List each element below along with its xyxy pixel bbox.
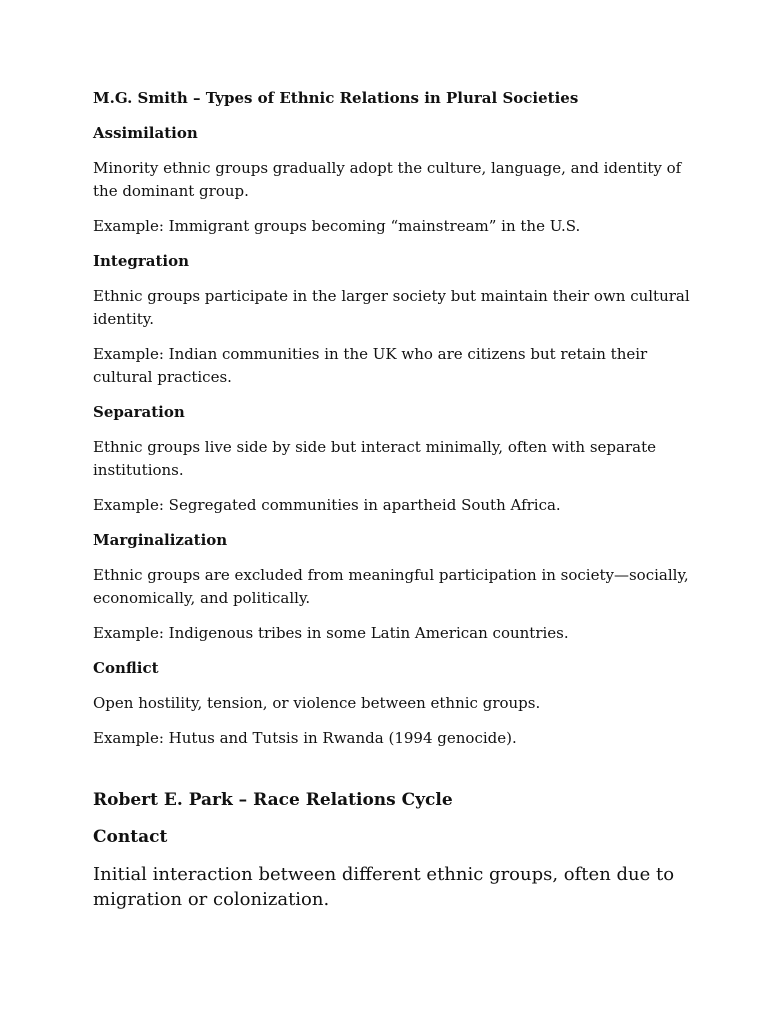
- section-title-smith: M.G. Smith – Types of Ethnic Relations in Plural Societies: [93, 89, 579, 107]
- marginalization-example: Example: Indigenous tribes in some Latin American countries.: [93, 624, 569, 642]
- heading-marginalization: Marginalization: [93, 531, 228, 549]
- heading-assimilation: Assimilation: [93, 124, 198, 142]
- marginalization-description: Ethnic groups are excluded from meaningful participation in society—socially, economically, and politically.: [93, 566, 689, 607]
- document-page: [93, 87, 693, 925]
- heading-conflict: Conflict: [93, 659, 159, 677]
- conflict-example: Example: Hutus and Tutsis in Rwanda (1994 genocide).: [93, 729, 517, 747]
- conflict-description: Open hostility, tension, or violence between ethnic groups.: [93, 694, 541, 712]
- assimilation-description: Minority ethnic groups gradually adopt the culture, language, and identity of the dominant group.: [93, 159, 682, 200]
- smith-section: [93, 87, 693, 750]
- section-title-park: Robert E. Park – Race Relations Cycle: [93, 790, 453, 810]
- heading-integration: Integration: [93, 252, 190, 270]
- separation-example: Example: Segregated communities in apartheid South Africa.: [93, 496, 561, 514]
- contact-description: Initial interaction between different ethnic groups, often due to migration or colonization.: [93, 864, 675, 910]
- separation-description: Ethnic groups live side by side but interact minimally, often with separate institutions.: [93, 438, 656, 479]
- heading-contact: Contact: [93, 827, 168, 847]
- heading-separation: Separation: [93, 403, 185, 421]
- integration-example: Example: Indian communities in the UK who are citizens but retain their cultural practices.: [93, 345, 648, 386]
- assimilation-example: Example: Immigrant groups becoming “mainstream” in the U.S.: [93, 217, 581, 235]
- park-section: [93, 788, 693, 912]
- integration-description: Ethnic groups participate in the larger society but maintain their own cultural identity.: [93, 287, 690, 328]
